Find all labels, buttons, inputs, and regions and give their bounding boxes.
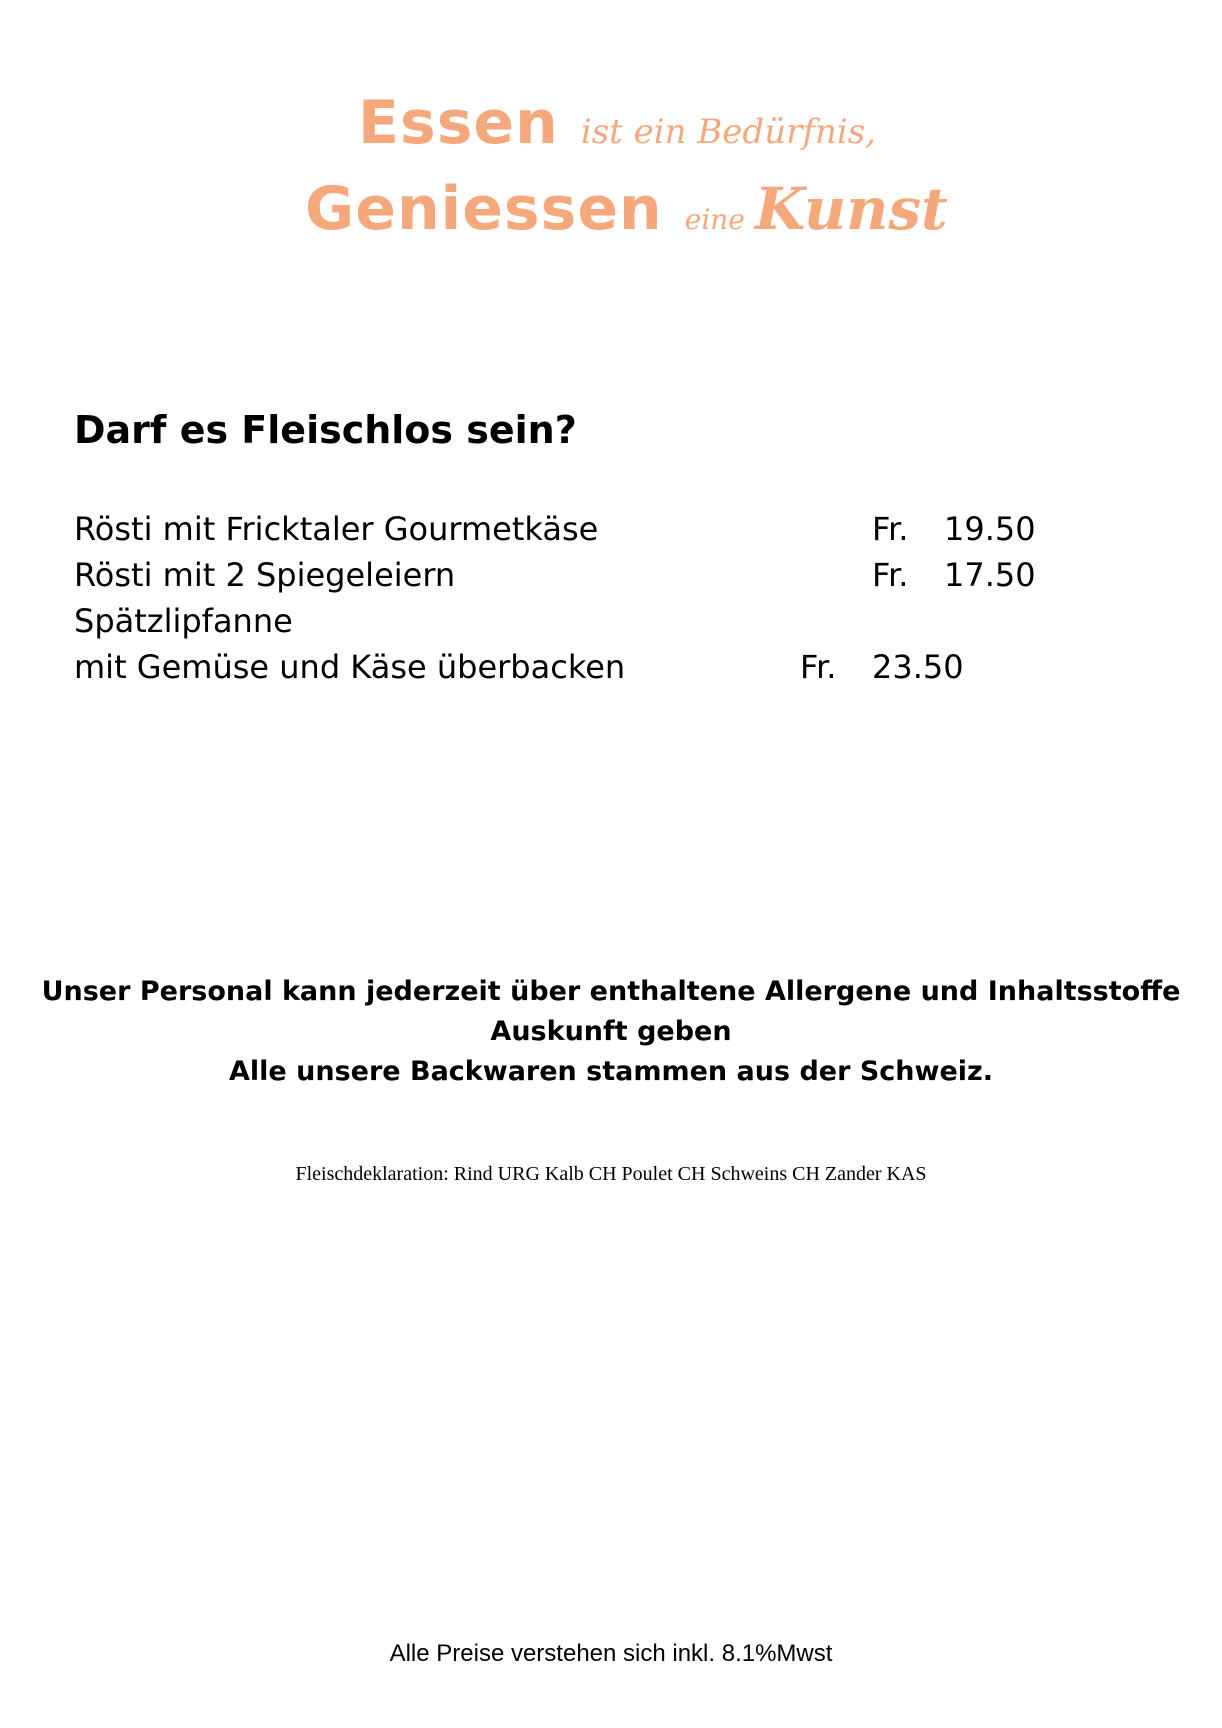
slogan-eine: eine xyxy=(684,203,745,236)
slogan-line-2 xyxy=(305,174,948,244)
slogan-kunst: Kunst xyxy=(754,175,948,243)
slogan-ist-ein-beduerfnis: ist ein Bedürfnis, xyxy=(580,112,876,152)
price-value: 23.50 xyxy=(872,648,964,686)
slogan-essen: Essen xyxy=(358,88,559,158)
price-currency: Fr. xyxy=(872,556,909,594)
price-value: 19.50 xyxy=(944,510,1036,548)
allergen-notice-cont: Auskunft geben xyxy=(490,1016,732,1047)
price-currency: Fr. xyxy=(800,648,837,686)
meat-declaration: Fleischdeklaration: Rind URG Kalb CH Poulet CH Schweins CH Zander KAS xyxy=(295,1163,927,1185)
slogan-geniessen: Geniessen xyxy=(305,174,663,244)
bakery-notice: Alle unsere Backwaren stammen aus der Schweiz. xyxy=(229,1056,993,1087)
price-currency: Fr. xyxy=(872,510,909,548)
menu-item-name: Rösti mit Fricktaler Gourmetkäse xyxy=(74,510,599,548)
menu-item-description: mit Gemüse und Käse überbacken xyxy=(74,648,626,686)
price-value: 17.50 xyxy=(944,556,1036,594)
price-footer: Alle Preise verstehen sich inkl. 8.1%Mwst xyxy=(389,1640,833,1667)
menu-item-price xyxy=(800,648,964,686)
slogan-line-1 xyxy=(358,88,876,158)
section-title: Darf es Fleischlos sein? xyxy=(74,408,577,452)
menu-item-name: Spätzlipfanne xyxy=(74,602,293,640)
allergen-notice: Unser Personal kann jederzeit über enthaltene Allergene und Inhaltsstoffe xyxy=(41,976,1181,1007)
menu-item-name: Rösti mit 2 Spiegeleiern xyxy=(74,556,456,594)
menu-item-price xyxy=(872,510,1036,548)
menu-item-price xyxy=(872,556,1036,594)
